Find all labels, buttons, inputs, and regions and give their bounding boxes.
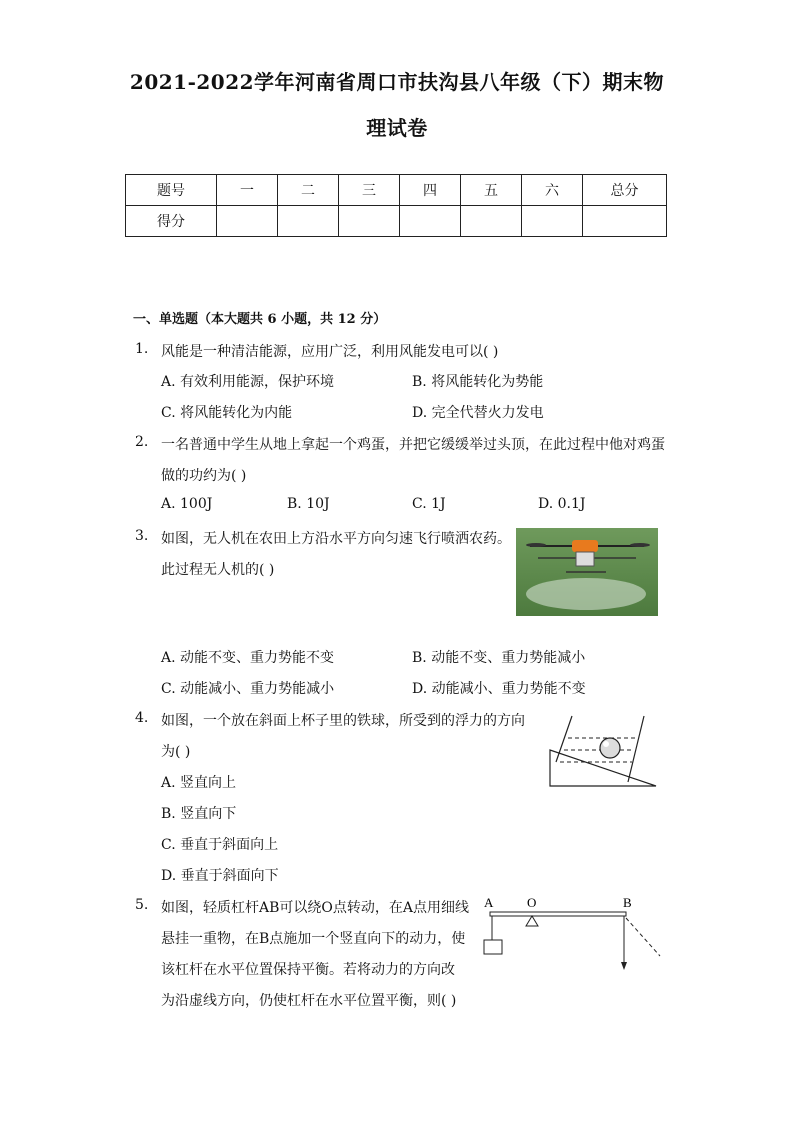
option-c[interactable]: C. 动能减小、重力势能减小	[161, 681, 335, 697]
lever-diagram	[478, 892, 664, 980]
question-number: 4.	[135, 710, 149, 726]
score-cell[interactable]	[400, 206, 461, 237]
score-header-cell: 五	[461, 175, 522, 206]
score-header-cell: 一	[217, 175, 278, 206]
score-table-header-row	[126, 175, 667, 206]
incline-cup-ball-diagram	[548, 710, 660, 790]
option-c[interactable]: C. 垂直于斜面向上	[161, 837, 279, 853]
question-text: 如图，轻质杠杆AB可以绕O点转动，在A点用细线	[161, 900, 469, 916]
lever-label-o: O	[527, 895, 537, 910]
question-number: 5.	[135, 897, 149, 913]
option-c[interactable]: C. 1J	[412, 496, 446, 512]
score-cell[interactable]	[583, 206, 667, 237]
pivot-icon	[526, 916, 538, 926]
option-b[interactable]: B. 10J	[287, 496, 330, 512]
option-b[interactable]: B. 动能不变、重力势能减小	[412, 650, 586, 666]
question-text: 如图，无人机在农田上方沿水平方向匀速飞行喷洒农药。	[161, 531, 511, 547]
drone-over-field-image	[516, 528, 658, 616]
option-c[interactable]: C. 将风能转化为内能	[161, 405, 293, 421]
option-d[interactable]: D. 0.1J	[538, 496, 586, 512]
weight-block	[484, 940, 502, 954]
score-row-label: 得分	[126, 206, 217, 237]
lever-label-b: B	[623, 895, 632, 910]
score-cell[interactable]	[339, 206, 400, 237]
dashed-force-line	[626, 918, 660, 956]
option-d[interactable]: D. 垂直于斜面向下	[161, 868, 279, 884]
option-d[interactable]: D. 完全代替火力发电	[412, 405, 544, 421]
exam-title-line2: 理试卷	[366, 116, 428, 140]
question-number: 1.	[135, 341, 149, 357]
drone-photo	[516, 528, 658, 616]
question-text: 该杠杆在水平位置保持平衡。若将动力的方向改	[161, 962, 455, 978]
score-cell[interactable]	[522, 206, 583, 237]
score-header-cell: 三	[339, 175, 400, 206]
score-header-cell: 题号	[126, 175, 217, 206]
question-text: 为( )	[161, 744, 191, 760]
score-header-cell: 总分	[583, 175, 667, 206]
question-text: 一名普通中学生从地上拿起一个鸡蛋，并把它缓缓举过头顶，在此过程中他对鸡蛋	[161, 437, 665, 453]
score-table-score-row	[126, 206, 667, 237]
force-arrow-head-icon	[621, 962, 627, 970]
option-a[interactable]: A. 100J	[161, 496, 213, 512]
score-cell[interactable]	[217, 206, 278, 237]
score-header-cell: 四	[400, 175, 461, 206]
question-text: 如图，一个放在斜面上杯子里的铁球，所受到的浮力的方向	[161, 713, 525, 729]
exam-title-line1: 2021-2022学年河南省周口市扶沟县八年级（下）期末物	[129, 70, 665, 94]
lever-bar	[490, 912, 626, 916]
iron-ball-icon	[600, 738, 620, 758]
option-b[interactable]: B. 竖直向下	[161, 806, 237, 822]
question-text: 风能是一种清洁能源，应用广泛，利用风能发电可以( )	[161, 344, 499, 360]
question-text: 悬挂一重物，在B点施加一个竖直向下的动力，使	[161, 931, 466, 947]
option-d[interactable]: D. 动能减小、重力势能不变	[412, 681, 586, 697]
question-number: 2.	[135, 434, 149, 450]
option-b[interactable]: B. 将风能转化为势能	[412, 374, 544, 390]
option-a[interactable]: A. 竖直向上	[161, 775, 237, 791]
cup-wall-right	[628, 716, 644, 782]
question-text: 为沿虚线方向，仍使杠杆在水平位置平衡，则( )	[161, 993, 457, 1009]
score-cell[interactable]	[278, 206, 339, 237]
question-text: 此过程无人机的( )	[161, 562, 275, 578]
question-number: 3.	[135, 528, 149, 544]
score-table	[125, 174, 667, 237]
section-heading: 一、单选题（本大题共 6 小题，共 12 分）	[133, 312, 387, 327]
option-a[interactable]: A. 动能不变、重力势能不变	[161, 650, 335, 666]
question-text: 做的功约为( )	[161, 468, 247, 484]
score-header-cell: 六	[522, 175, 583, 206]
lever-label-a: A	[484, 895, 494, 910]
score-cell[interactable]	[461, 206, 522, 237]
option-a[interactable]: A. 有效利用能源，保护环境	[161, 374, 335, 390]
score-header-cell: 二	[278, 175, 339, 206]
